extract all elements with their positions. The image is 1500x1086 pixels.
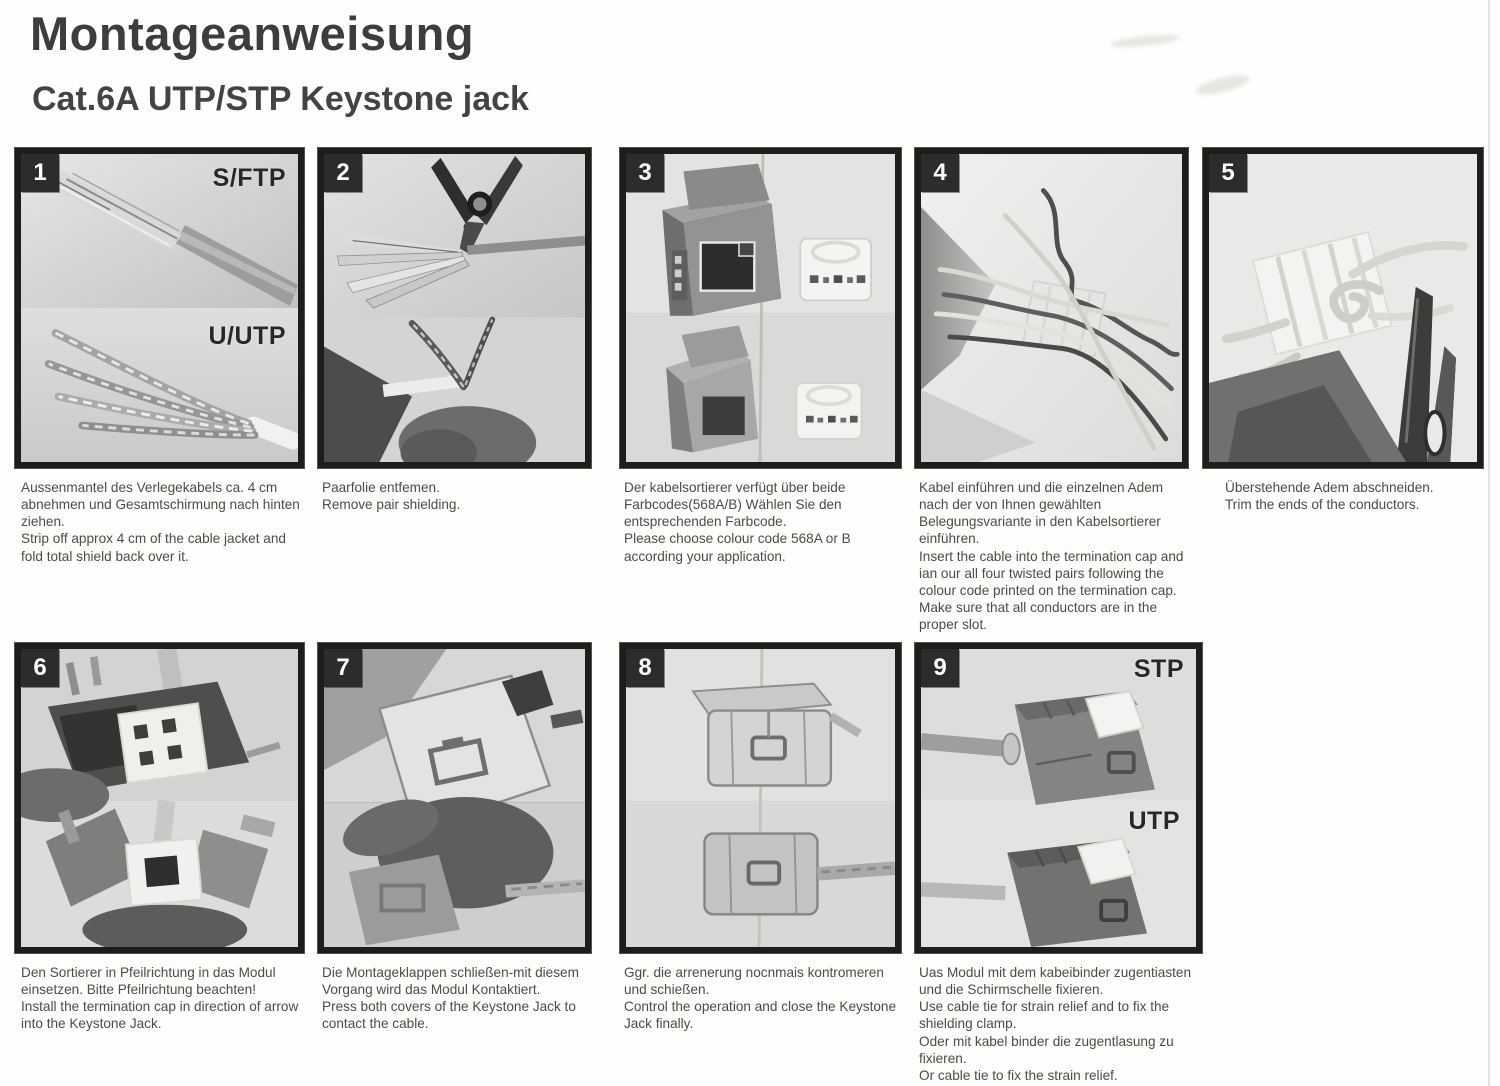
step-4-illustration [921, 154, 1182, 462]
caption-en: Use cable tie for strain relief and to fix the shielding clamp. [919, 999, 1170, 1032]
photo-label-sftp: S/FTP [212, 164, 286, 192]
step-card-1 [15, 148, 304, 565]
step-number-badge: 7 [324, 649, 362, 687]
step-6-photo [15, 643, 304, 953]
photo-label-utp: UTP [1128, 807, 1180, 835]
caption-de: Der kabelsortierer verfügt über beide Farbcodes(568A/B) Wählen Sie den entsprechenden Farbcode. [624, 480, 846, 530]
step-3-photo [620, 148, 901, 468]
step-7-photo [318, 643, 591, 953]
step-number-badge: 8 [626, 649, 664, 687]
step-number-badge: 2 [324, 154, 362, 192]
step-card-7 [318, 643, 591, 1033]
step-number-badge: 3 [626, 154, 664, 192]
step-4-caption [915, 479, 1188, 633]
caption-en: Insert the cable into the termination cap and ian our all four twisted pairs following the colour code printed on the termination cap. Make sure that all conductors are in the proper slot. [919, 548, 1184, 632]
step-card-9 [915, 643, 1202, 1084]
step-2-photo [318, 148, 591, 468]
caption-de: Den Sortierer in Pfeilrichtung in das Modul einsetzen. Bitte Pfeilrichtung beachten! [21, 965, 276, 998]
photo-label-uutp: U/UTP [208, 322, 286, 350]
scan-smudge [1194, 72, 1251, 99]
caption-de: Die Montageklappen schließen-mit diesem Vorgang wird das Modul Kontaktiert. [322, 965, 579, 998]
caption-de: Ggr. die arrenerung nocnmais kontromeren und schießen. [624, 965, 884, 998]
page-title: Montageanweisung [30, 7, 475, 60]
caption-en-alt: Or cable tie to fix the strain relief. [919, 1067, 1118, 1083]
step-card-3 [620, 148, 901, 565]
step-5-caption [1203, 479, 1483, 513]
step-3-caption [620, 479, 901, 565]
step-8-illustration [626, 649, 895, 947]
step-8-caption [620, 964, 901, 1033]
step-5-photo [1203, 148, 1483, 468]
caption-en: Remove pair shielding. [322, 497, 461, 513]
caption-en: Trim the ends of the conductors. [1225, 497, 1420, 513]
step-card-4 [915, 148, 1188, 633]
step-4-photo [915, 148, 1188, 468]
step-7-caption [318, 964, 591, 1033]
caption-de-alt: Oder mit kabel binder die zugentlasung zu fixieren. [919, 1033, 1174, 1066]
page-subtitle: Cat.6A UTP/STP Keystone jack [32, 80, 529, 118]
caption-en: Please choose colour code 568A or B according your application. [624, 531, 851, 564]
step-number-badge: 5 [1209, 154, 1247, 192]
step-9-caption [915, 964, 1202, 1084]
termination-cap-icon [796, 383, 861, 439]
caption-de: Uas Modul mit dem kabeibinder zugentiasten und die Schirmschelle fixieren. [919, 965, 1192, 998]
caption-en: Strip off approx 4 cm of the cable jacket and fold total shield back over it. [21, 531, 286, 564]
step-number-badge: 9 [921, 649, 959, 687]
step-number-badge: 1 [21, 154, 59, 192]
caption-en: Control the operation and close the Keystone Jack finally. [624, 999, 897, 1032]
step-card-5 [1203, 148, 1483, 513]
step-8-photo [620, 643, 901, 953]
step-card-6 [15, 643, 304, 1033]
step-1-caption [15, 479, 304, 565]
caption-en: Install the termination cap in direction of arrow into the Keystone Jack. [21, 999, 299, 1032]
termination-cap-icon [800, 239, 871, 301]
caption-de: Paarfolie entfemen. [322, 480, 440, 495]
step-7-illustration [324, 649, 585, 947]
step-3-illustration [626, 154, 895, 462]
scan-smudge [1110, 32, 1181, 49]
step-6-illustration [21, 649, 298, 947]
step-number-badge: 6 [21, 649, 59, 687]
photo-label-stp: STP [1133, 655, 1184, 683]
caption-de: Aussenmantel des Verlegekabels ca. 4 cm abnehmen und Gesamtschirmung nach hinten ziehen. [21, 480, 300, 530]
step-9-illustration [921, 649, 1196, 947]
caption-de: Kabel einführen und die einzelnen Adem nach der von Ihnen gewählten Belegungsvariante in den Kabelsortierer einführen. [919, 480, 1164, 547]
step-2-caption [318, 479, 591, 513]
step-1-illustration [21, 154, 298, 462]
step-2-illustration [324, 154, 585, 462]
step-card-2 [318, 148, 591, 513]
step-number-badge: 4 [921, 154, 959, 192]
step-1-photo [15, 148, 304, 468]
step-card-8 [620, 643, 901, 1033]
caption-de: Überstehende Adem abschneiden. [1225, 480, 1434, 495]
step-9-photo [915, 643, 1202, 953]
step-6-caption [15, 964, 304, 1033]
step-5-illustration [1209, 154, 1477, 462]
caption-en: Press both covers of the Keystone Jack to contact the cable. [322, 999, 576, 1032]
